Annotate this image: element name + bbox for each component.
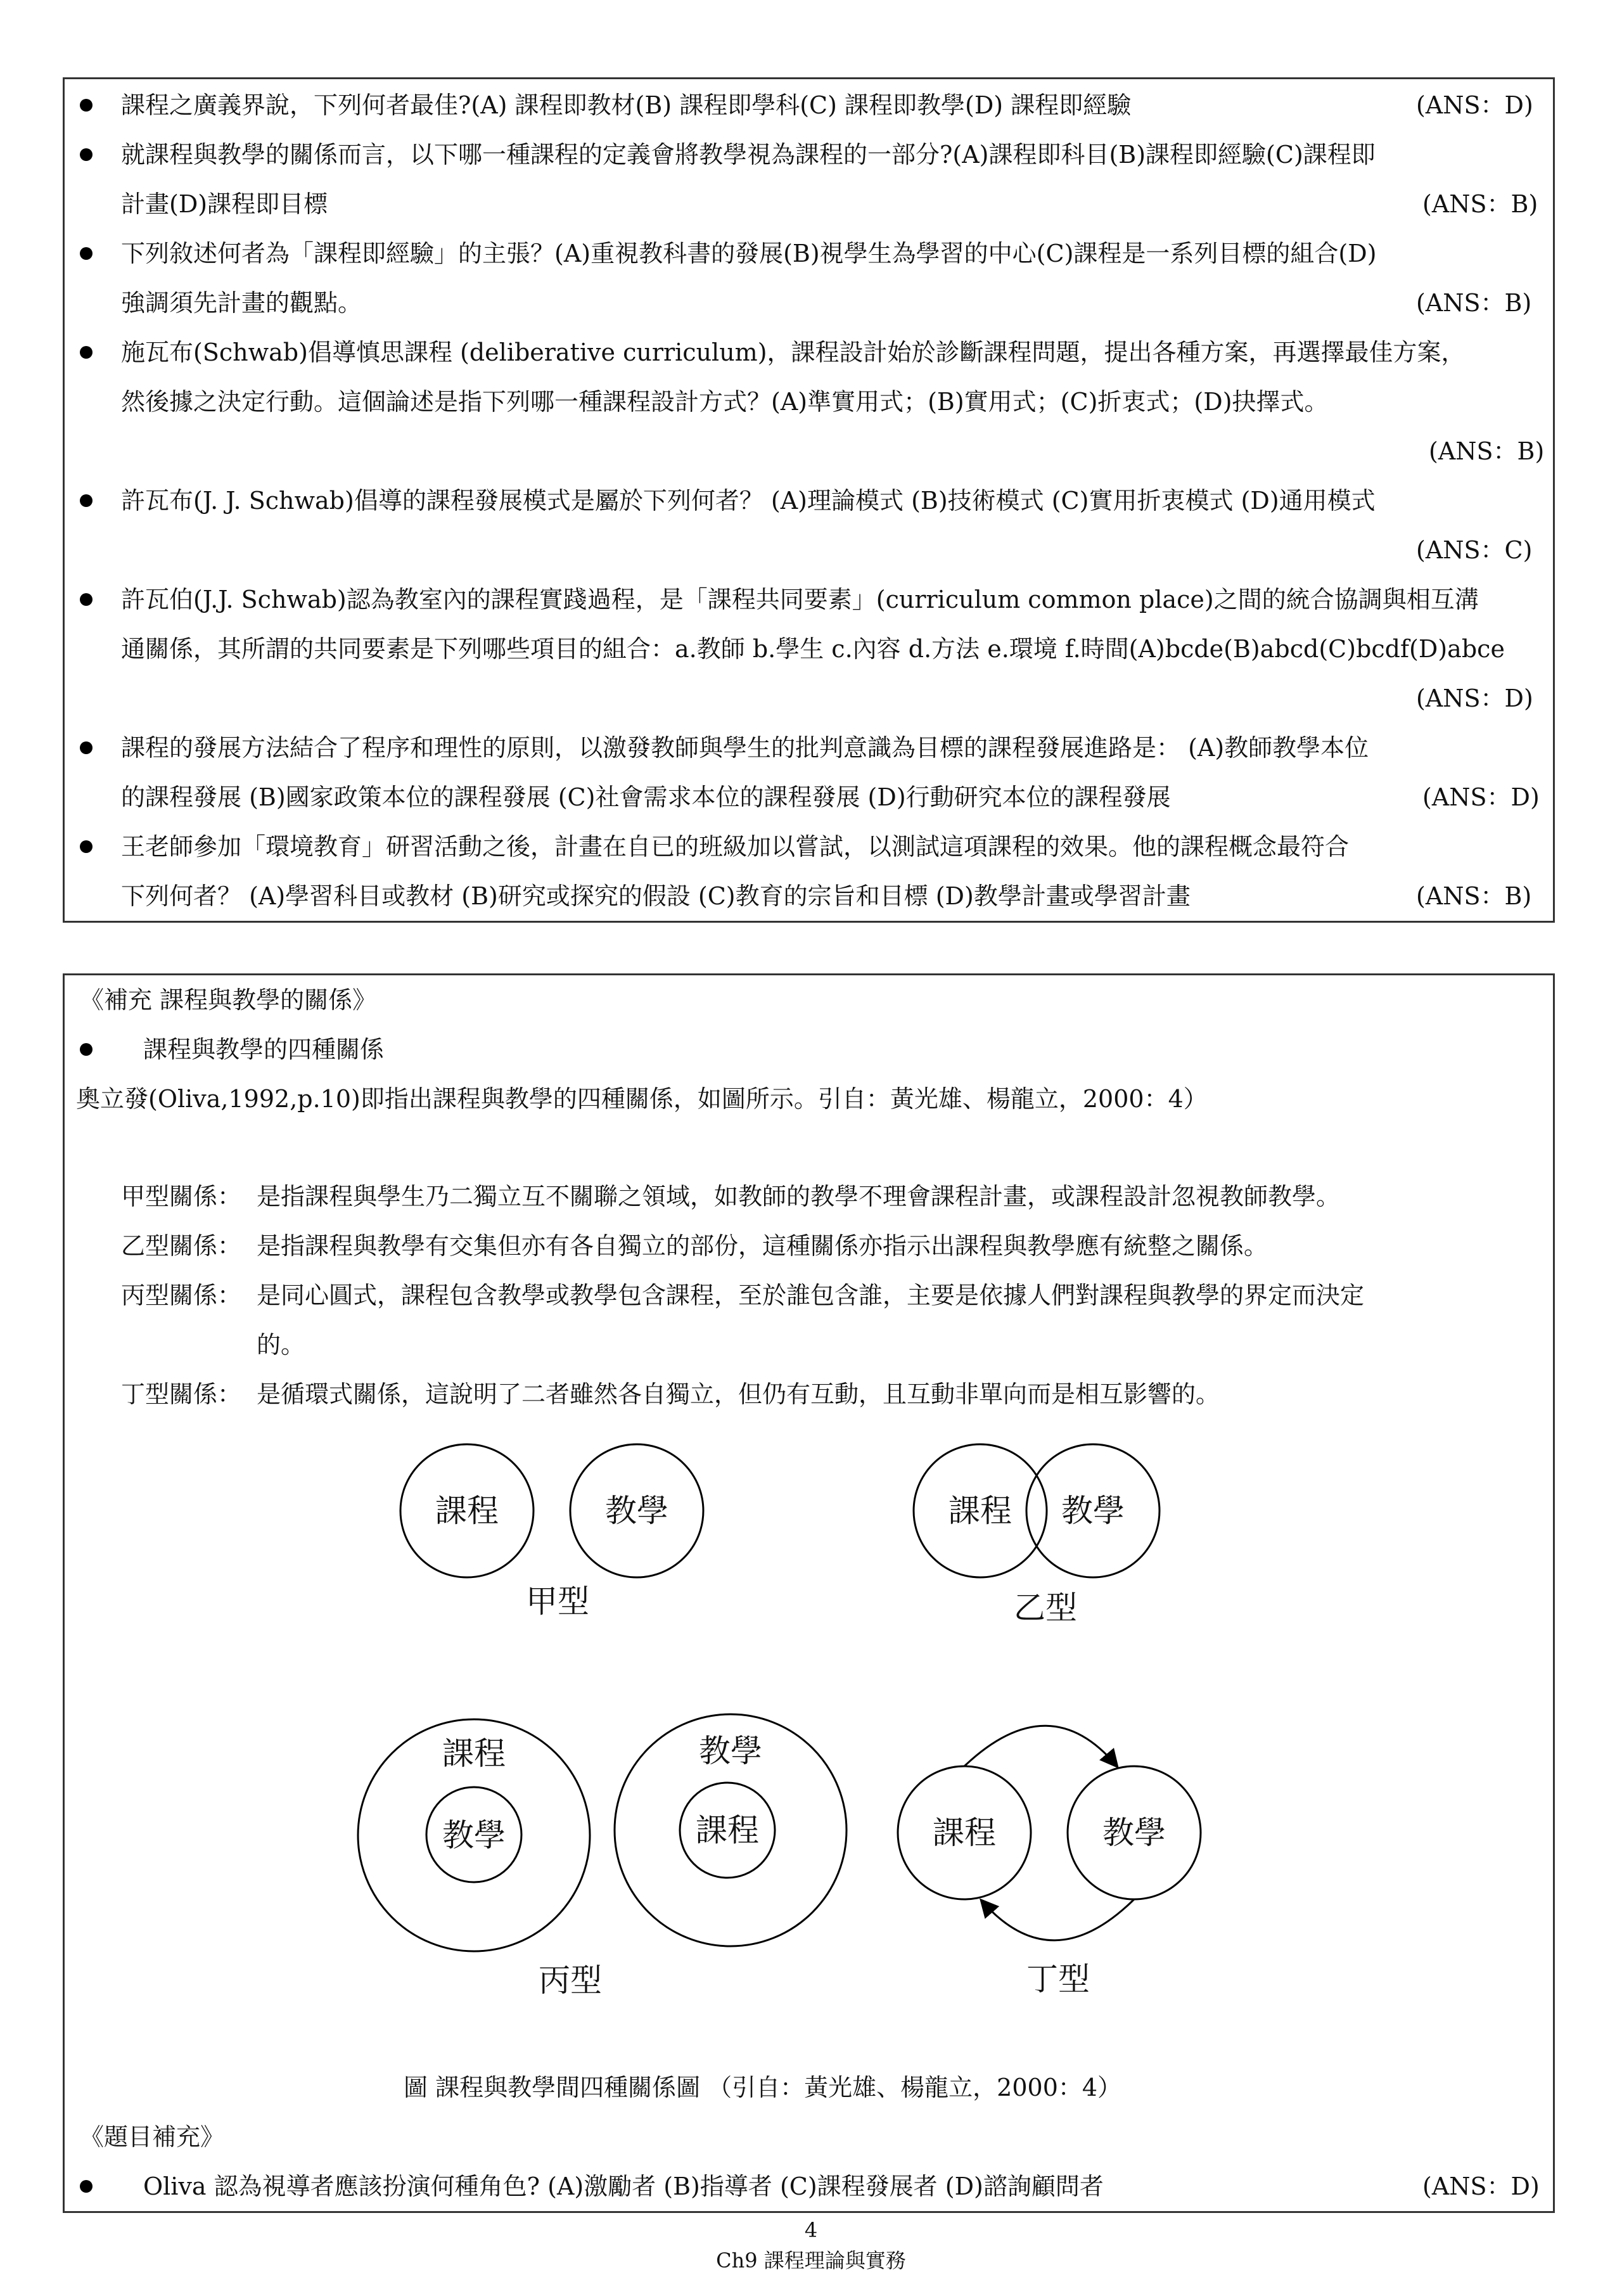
question-6-line-1: 許瓦伯(J.J. Schwab)認為教室內的課程實踐過程，是「課程共同要素」(curriculum common place)之間的統合協調與相互溝 — [121, 586, 1479, 613]
question-1-answer: (ANS：D) — [1416, 91, 1533, 119]
supplement-heading: 《補充 課程與教學的關係》 — [80, 986, 377, 1014]
page-number: 4 — [804, 2218, 818, 2242]
chapter-title: Ch9 課程理論與實務 — [716, 2248, 906, 2273]
yi-curriculum-label: 課程 — [948, 1492, 1012, 1529]
relation-yi-text: 是指課程與教學有交集但亦有各自獨立的部份，這種關係亦指示出課程與教學應有統整之關係。 — [257, 1232, 1268, 1260]
question-3-line-1: 下列敘述何者為「課程即經驗」的主張？(A)重視教科書的發展(B)視學生為學習的中心(C)課程是一系列目標的組合(D) — [121, 240, 1377, 267]
question-2-line-1: 就課程與教學的關係而言，以下哪一種課程的定義會將教學視為課程的一部分?(A)課程即科目(B)課程即經驗(C)課程即 — [121, 141, 1376, 169]
question-6-answer: (ANS：D) — [1416, 684, 1533, 712]
relation-bing-text-2: 的。 — [257, 1331, 305, 1359]
question-7-line-1: 課程的發展方法結合了程序和理性的原則，以激發教師與學生的批判意識為目標的課程發展進路是： (A)教師教學本位 — [121, 734, 1369, 762]
bing-inner-teaching-label: 教學 — [442, 1817, 506, 1854]
question-8-line-1: 王老師參加「環境教育」研習活動之後，計畫在自已的班級加以嘗試，以測試這項課程的效果。他的課程概念最符合 — [121, 833, 1350, 861]
question-1-line-1: 課程之廣義界說，下列何者最佳?(A) 課程即教材(B) 課程即學科(C) 課程即教學(D) 課程即經驗 — [121, 91, 1132, 119]
question-5-answer: (ANS：C) — [1416, 536, 1533, 564]
ding-top-arrow — [964, 1726, 1116, 1766]
ding-teaching-label: 教學 — [1102, 1814, 1166, 1851]
question-2-line-2: 計畫(D)課程即目標 — [121, 190, 328, 218]
extra-question: Oliva 認為視導者應該扮演何種角色? (A)激勵者 (B)指導者 (C)課程發展者 (D)諮詢顧問者 — [143, 2172, 1104, 2200]
question-8-line-2: 下列何者？ (A)學習科目或教材 (B)研究或探究的假設 (C)教育的宗旨和目標 (D)教學計畫或學習計畫 — [121, 882, 1191, 910]
relation-bing-label: 丙型關係： — [121, 1281, 242, 1309]
bing-outer-teaching-label: 教學 — [699, 1733, 762, 1769]
question-4-line-1: 施瓦布(Schwab)倡導慎思課程 (deliberative curriculum)，課程設計始於診斷課程問題，提出各種方案，再選擇最佳方案， — [121, 338, 1466, 366]
extra-heading: 《題目補充》 — [80, 2123, 225, 2151]
relation-ding-text: 是循環式關係，這說明了二者雖然各自獨立，但仍有互動，且互動非單向而是相互影響的。 — [257, 1380, 1220, 1408]
ding-bottom-arrow — [982, 1899, 1134, 1940]
jia-type-label: 甲型 — [526, 1583, 589, 1620]
relation-yi-label: 乙型關係： — [121, 1232, 242, 1260]
jia-curriculum-label: 課程 — [435, 1492, 499, 1529]
ding-curriculum-label: 課程 — [933, 1814, 996, 1851]
yi-teaching-label: 教學 — [1061, 1492, 1125, 1529]
question-3-answer: (ANS：B) — [1416, 289, 1532, 317]
question-6-line-2: 通關係，其所謂的共同要素是下列哪些項目的組合：a.教師 b.學生 c.內容 d.方法 e.環境 f.時間(A)bcde(B)abcd(C)bcdf(D)abce — [121, 635, 1505, 663]
supplement-bullet-text: 課程與教學的四種關係 — [143, 1036, 385, 1063]
ding-type-label: 丁型 — [1026, 1961, 1090, 1998]
question-2-answer: (ANS：B) — [1422, 190, 1538, 218]
bing-type-label: 丙型 — [539, 1962, 602, 1999]
bing-inner-curriculum-label: 課程 — [696, 1812, 759, 1849]
relation-ding-label: 丁型關係： — [121, 1380, 242, 1408]
question-4-line-2: 然後據之決定行動。這個論述是指下列哪一種課程設計方式？(A)準實用式；(B)實用式；(C)折衷式；(D)抉擇式。 — [121, 388, 1329, 416]
relation-jia-label: 甲型關係： — [121, 1183, 242, 1210]
jia-teaching-label: 教學 — [605, 1492, 668, 1529]
question-8-answer: (ANS：B) — [1416, 882, 1532, 910]
supplement-intro: 奧立發(Oliva,1992,p.10)即指出課程與教學的四種關係，如圖所示。引自：黃光雄、楊龍立，2000：4） — [76, 1085, 1208, 1113]
relation-bing-text-1: 是同心圓式，課程包含教學或教學包含課程，至於誰包含誰，主要是依據人們對課程與教學的界定而決定 — [257, 1281, 1365, 1309]
question-7-line-2: 的課程發展 (B)國家政策本位的課程發展 (C)社會需求本位的課程發展 (D)行動研究本位的課程發展 — [121, 783, 1171, 811]
figure-caption: 圖 課程與教學間四種關係圖 （引自：黃光雄、楊龍立，2000：4） — [404, 2074, 1122, 2101]
question-5-line-1: 許瓦布(J. J. Schwab)倡導的課程發展模式是屬於下列何者？ (A)理論模式 (B)技術模式 (C)實用折衷模式 (D)通用模式 — [121, 487, 1376, 515]
bullet-icon — [80, 2180, 93, 2193]
relation-jia-text: 是指課程與學生乃二獨立互不關聯之領域，如教師的教學不理會課程計畫，或課程設計忽視教師教學。 — [257, 1183, 1341, 1210]
extra-question-answer: (ANS：D) — [1422, 2172, 1540, 2200]
bing-outer-curriculum-label: 課程 — [442, 1735, 506, 1772]
question-3-line-2: 強調須先計畫的觀點。 — [121, 289, 362, 317]
yi-type-label: 乙型 — [1014, 1589, 1077, 1626]
question-7-answer: (ANS：D) — [1422, 783, 1540, 811]
question-4-answer: (ANS：B) — [1429, 437, 1545, 465]
